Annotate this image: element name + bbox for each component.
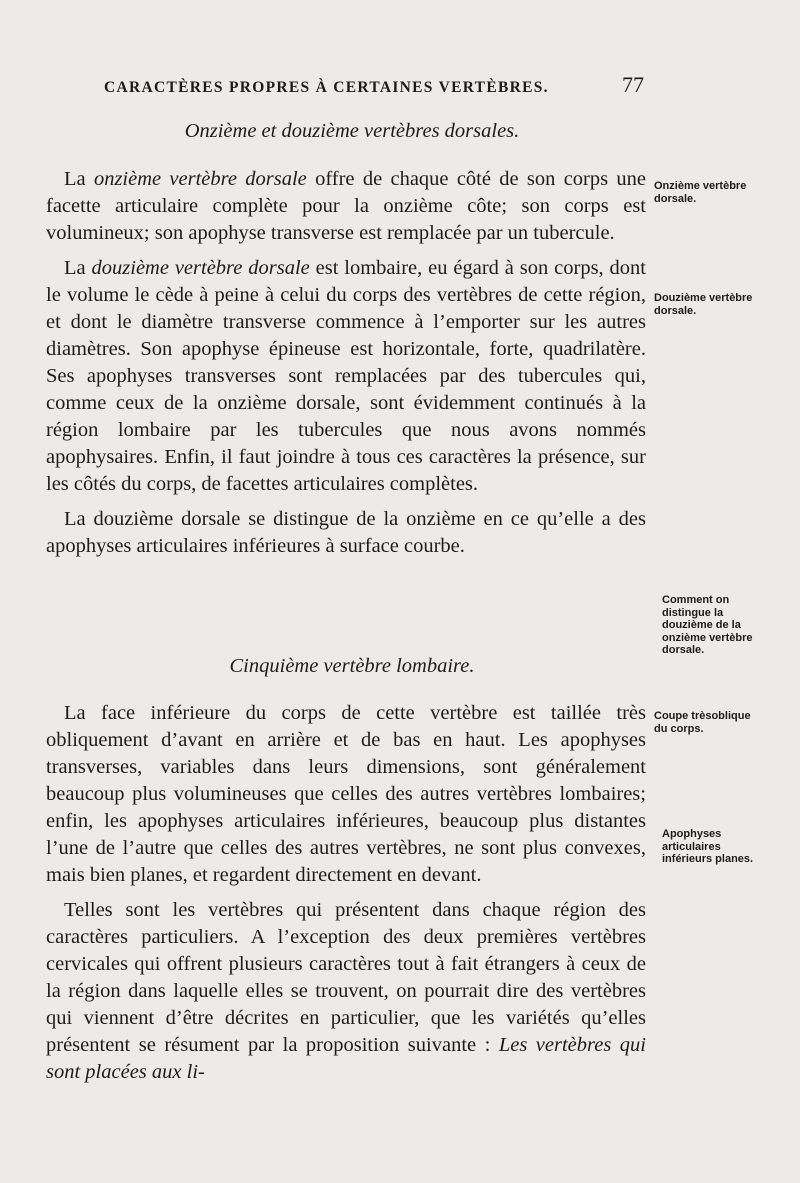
section-heading-dorsales: Onzième et douzième vertèbres dorsales.	[184, 120, 520, 142]
text-run: offre de chaque côté de son corps une facette articulaire complète pour la onzième côte; son corps est volumineux; son apophyse transverse est remplacée par un tubercule.	[46, 168, 647, 244]
text-run: est lombaire, eu égard à son corps, dont le volume le cède à peine à celui du corps des vertèbres de cette région, et dont le diamètre transverse commence à l’emporter sur les autres diamètres. Son apophyse épineuse est horizontale, forte, quadrilatère. Ses apophyses transverses sont remplacées par des tubercules qui, comme ceux de la onzième dorsale, sont évidemment continués à la région lombaire par les tubercules que nous avons nommés apophysaires. Enfin, il faut joindre à tous ces caractères la présence, sur les côtés du corps, de facettes articulaires complètes.	[46, 257, 647, 495]
text-run: La	[64, 168, 94, 190]
paragraph	[46, 897, 646, 1086]
paragraph	[46, 166, 646, 247]
paragraph	[46, 255, 646, 498]
paragraph: La douzième dorsale se distingue de la onzième en ce qu’elle a des apophyses articulaires inférieures à surface courbe.	[46, 508, 646, 557]
margin-note-distinction: Comment on distingue la douzième de la onzième vertèbre dorsale.	[662, 594, 753, 656]
text-run: Telles sont les vertèbres qui présentent dans chaque région des caractères particuliers. A l’exception des deux premières vertèbres cervicales qui offrent plusieurs caractères tout à fait étrangers à ceux de la région dans laquelle elles se trouvent, on pourrait dire des vertèbres qui viennent d’être décrites en particulier, que les variétés qu’elles présentent se résument par la proposition suivante :	[46, 899, 646, 1056]
margin-note-apophyses: Apophyses articulaires inférieurs planes.	[662, 828, 754, 865]
margin-note-onzieme: Onzième vertèbre dorsale.	[654, 180, 747, 205]
section-heading-lombaire: Cinquième vertèbre lombaire.	[229, 655, 475, 677]
italic-term: Les vertèbres qui sont placées aux li-	[46, 1034, 646, 1083]
page-header	[104, 72, 644, 98]
margin-note-douzieme: Douzième vertèbre dorsale.	[654, 292, 753, 317]
paragraph: La face inférieure du corps de cette vertèbre est taillée très obliquement d’avant en arrière et de bas en haut. Les apophyses transverses, variables dans leurs dimensions, sont généralement beaucoup plus volumineuses que celles des autres vertèbres lombaires; enfin, les apophyses articulaires inférieures, beaucoup plus distantes l’une de l’autre que celles des autres vertèbres, ne sont plus convexes, mais bien planes, et regardent directement en devant.	[46, 702, 646, 886]
running-head: CARACTÈRES PROPRES À CERTAINES VERTÈBRES.	[104, 79, 549, 96]
section-body-lombaire	[46, 700, 646, 1086]
page-number: 77	[622, 72, 644, 97]
margin-note-coupe: Coupe trèsoblique du corps.	[654, 710, 751, 735]
italic-term: douzième vertèbre dorsale	[91, 257, 310, 279]
italic-term: onzième vertèbre dorsale	[93, 168, 307, 190]
text-run: La	[64, 257, 92, 279]
section-body-dorsales	[46, 166, 646, 560]
